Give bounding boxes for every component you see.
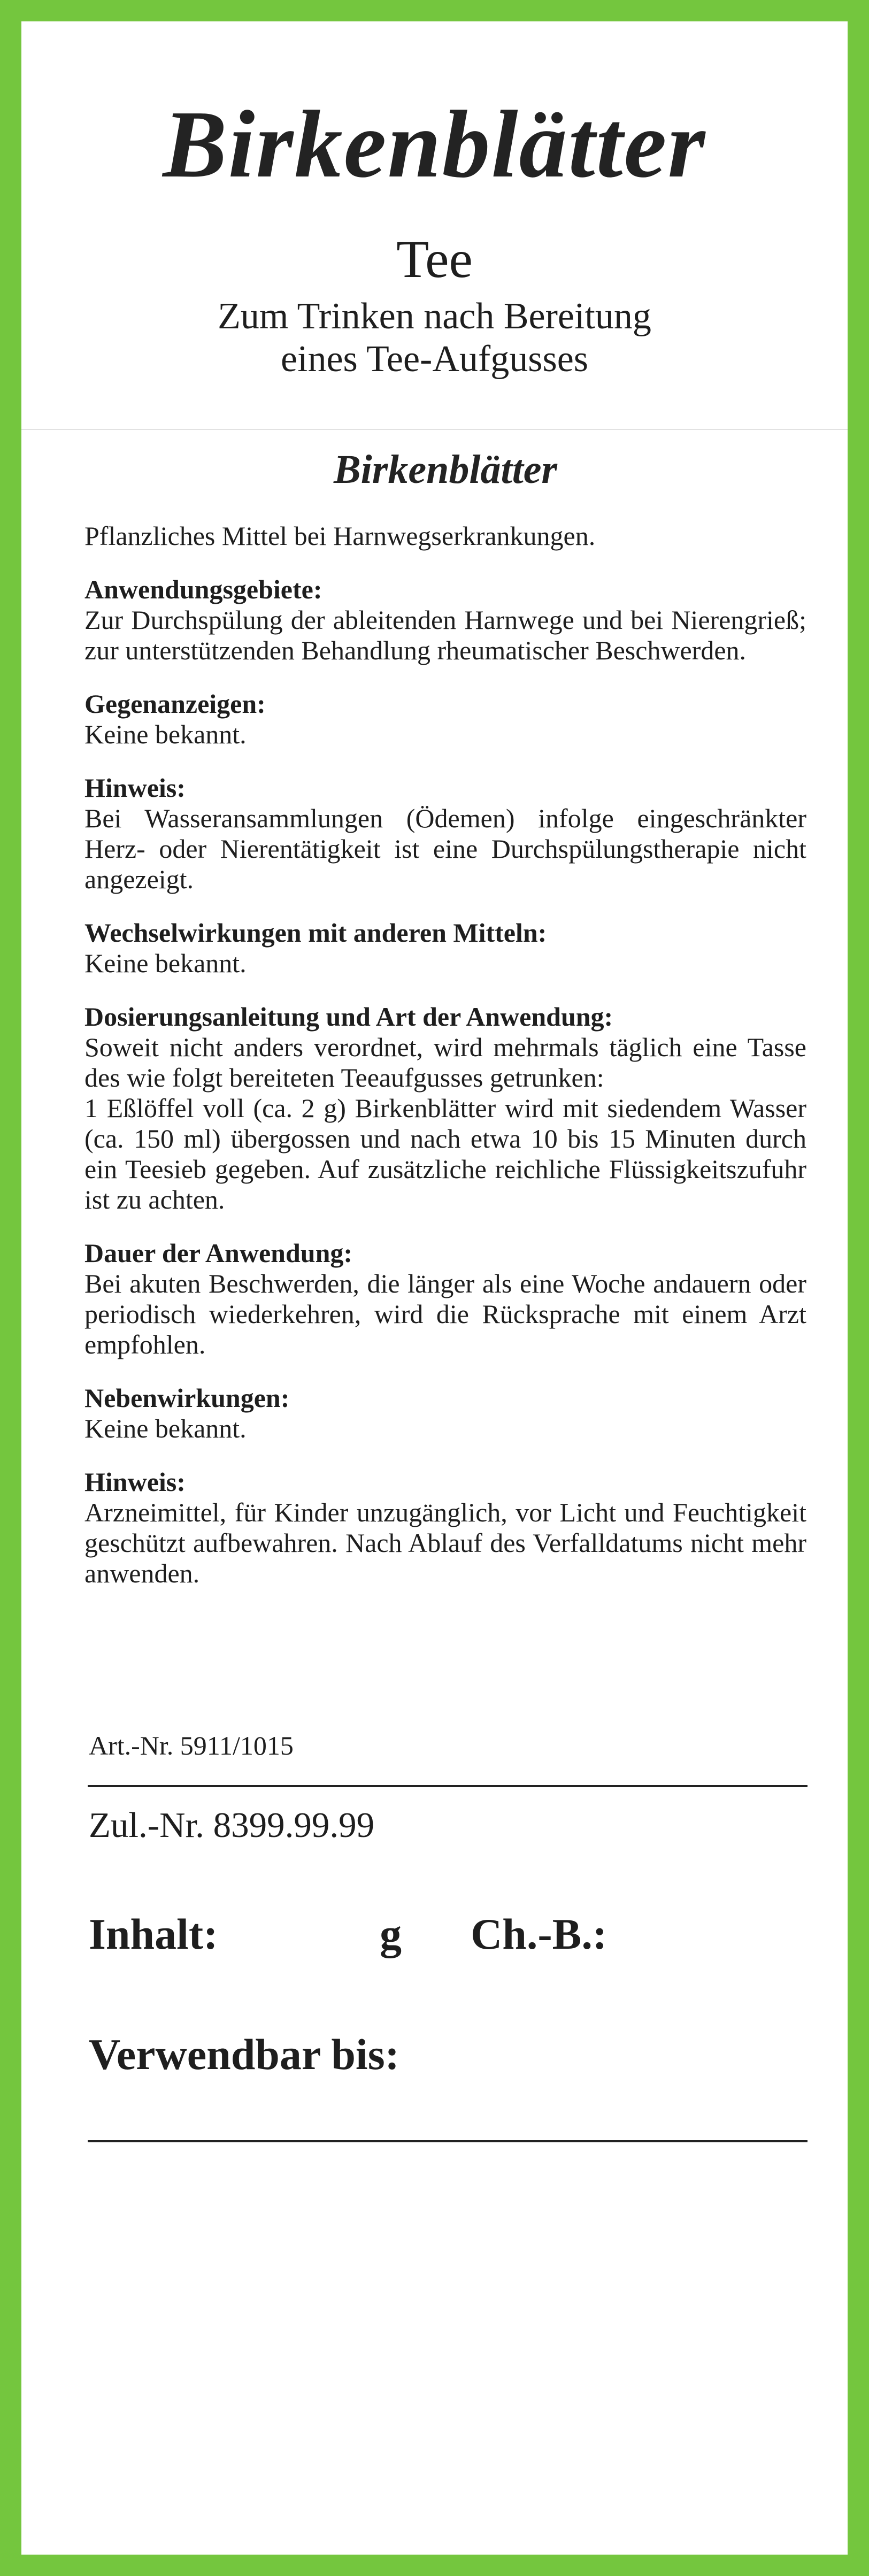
section-duration: [84, 1238, 806, 1360]
section-heading: Dauer der Anwendung:: [84, 1238, 353, 1268]
expiry-write-line: [88, 2140, 808, 2142]
section-text: Zur Durchspülung der ableitenden Harnwege und bei Nierengrieß; zur unterstützenden Behandlung rheumatischer Beschwerden.: [84, 605, 806, 665]
section-indications: [84, 574, 806, 666]
section-heading: Wechselwirkungen mit anderen Mitteln:: [84, 918, 547, 948]
product-type: Tee: [396, 229, 473, 289]
section-heading: Dosierungsanleitung und Art der Anwendung:: [84, 1002, 613, 1032]
section-contraindications: [84, 689, 806, 750]
content-unit: g: [380, 1910, 402, 1958]
section-text: Soweit nicht anders verordnet, wird mehrmals täglich eine Tasse des wie folgt bereiteten Teeaufgusses getrunken:: [84, 1032, 806, 1093]
product-brand-title: Birkenblätter: [163, 91, 706, 197]
section-text: Keine bekannt.: [84, 1413, 247, 1443]
section-interactions: [84, 918, 806, 979]
approval-number: Zul.-Nr. 8399.99.99: [89, 1805, 375, 1845]
section-text: Bei Wasseransammlungen (Ödemen) infolge eingeschränkter Herz- oder Nierentätigkeit ist eine Durchspülungstherapie nicht angezeigt.: [84, 803, 806, 894]
fold-divider: [21, 429, 848, 430]
article-number: Art.-Nr. 5911/1015: [89, 1731, 294, 1760]
section-heading: Hinweis:: [84, 1467, 186, 1497]
section-text: Keine bekannt.: [84, 948, 247, 978]
usage-line-2: eines Tee-Aufgusses: [280, 339, 589, 380]
section-heading: Hinweis:: [84, 773, 186, 803]
section-heading: Gegenanzeigen:: [84, 689, 266, 719]
section-side-effects: [84, 1383, 806, 1444]
usage-line-1: Zum Trinken nach Bereitung: [218, 296, 651, 337]
divider-rule: [88, 1785, 808, 1787]
section-note-2: [84, 1467, 806, 1589]
label-header: [21, 21, 848, 428]
expiry-label: Verwendbar bis:: [89, 2030, 399, 2079]
package-leaflet: [84, 449, 806, 1589]
section-heading: Nebenwirkungen:: [84, 1383, 290, 1413]
batch-label: Ch.-B.:: [471, 1910, 607, 1958]
section-text: Keine bekannt.: [84, 719, 247, 749]
section-text: Bei akuten Beschwerden, die länger als eine Woche andauern oder periodisch wiederkehren, wird die Rücksprache mit einem Arzt empfohlen.: [84, 1268, 806, 1359]
leaflet-title: Birkenblätter: [333, 447, 558, 492]
section-dosage: [84, 1002, 806, 1215]
label-sheet: [21, 21, 848, 2555]
leaflet-intro: Pflanzliches Mittel bei Harnwegserkrankungen.: [84, 521, 596, 551]
content-label: Inhalt:: [89, 1910, 218, 1958]
section-note-1: [84, 773, 806, 895]
section-heading: Anwendungsgebiete:: [84, 574, 322, 604]
section-text-preparation: 1 Eßlöffel voll (ca. 2 g) Birkenblätter wird mit siedendem Wasser (ca. 150 ml) übergossen und nach etwa 10 bis 15 Minuten durch ein Teesieb gegeben. Auf zusätzliche reichliche Flüssigkeitszufuhr ist zu achten.: [84, 1093, 806, 1214]
section-text: Arzneimittel, für Kinder unzugänglich, vor Licht und Feuchtigkeit geschützt aufbewahren. Nach Ablauf des Verfalldatums nicht mehr anwenden.: [84, 1497, 806, 1588]
